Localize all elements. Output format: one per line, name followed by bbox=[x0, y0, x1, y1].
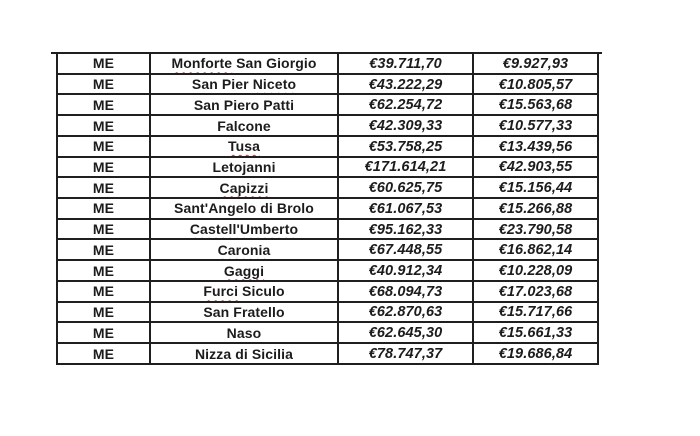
amount1-cell[interactable] bbox=[338, 198, 473, 219]
municipality-word: Sant'Angelo di Brolo bbox=[174, 200, 314, 217]
amount-1-value: €62.870,63 bbox=[368, 304, 443, 321]
table-row bbox=[57, 74, 598, 95]
province-code: ME bbox=[92, 241, 115, 258]
amount-1-value: €39.711,70 bbox=[369, 55, 442, 72]
province-code: ME bbox=[92, 283, 115, 300]
province-cell[interactable] bbox=[57, 343, 150, 364]
amount-2-value: €15.156,44 bbox=[498, 180, 573, 197]
amount1-cell[interactable] bbox=[338, 239, 473, 260]
table-row bbox=[57, 343, 598, 364]
table-row bbox=[57, 219, 598, 240]
table-row bbox=[57, 115, 598, 136]
municipality-word: Naso bbox=[226, 324, 262, 341]
amount2-cell[interactable] bbox=[473, 53, 598, 74]
municipality-word: Siculo bbox=[238, 283, 285, 300]
amount1-cell[interactable] bbox=[338, 343, 473, 364]
province-code: ME bbox=[92, 117, 115, 134]
table-row bbox=[57, 136, 598, 157]
table-row bbox=[57, 260, 598, 281]
amount1-cell[interactable] bbox=[338, 281, 473, 302]
amount1-cell[interactable] bbox=[338, 302, 473, 323]
misspelled-word: Niceto bbox=[252, 76, 297, 93]
municipality-cell[interactable] bbox=[150, 322, 338, 343]
province-code: ME bbox=[92, 96, 115, 113]
province-code: ME bbox=[92, 221, 115, 238]
amount-2-value: €15.717,66 bbox=[498, 304, 573, 321]
province-cell[interactable] bbox=[57, 198, 150, 219]
province-cell[interactable] bbox=[57, 157, 150, 178]
amount1-cell[interactable] bbox=[338, 136, 473, 157]
municipality-cell[interactable] bbox=[150, 239, 338, 260]
amount1-cell[interactable] bbox=[338, 219, 473, 240]
municipality-cell[interactable] bbox=[150, 343, 338, 364]
misspelled-word: Capizzi bbox=[219, 179, 269, 196]
table-row bbox=[57, 157, 598, 178]
province-cell[interactable] bbox=[57, 53, 150, 74]
misspelled-word: Caronia bbox=[217, 241, 271, 258]
municipality-cell[interactable] bbox=[150, 74, 338, 95]
amount-2-value: €9.927,93 bbox=[502, 55, 569, 72]
table-row bbox=[57, 239, 598, 260]
amount-2-value: €17.023,68 bbox=[498, 283, 573, 300]
amount-1-value: €68.094,73 bbox=[368, 283, 443, 300]
amount-2-value: €42.903,55 bbox=[498, 159, 573, 176]
municipality-cell[interactable] bbox=[150, 260, 338, 281]
province-code: ME bbox=[92, 200, 115, 217]
misspelled-word: Gaggi bbox=[223, 262, 265, 279]
amount-1-value: €171.614,21 bbox=[364, 159, 447, 176]
province-cell[interactable] bbox=[57, 322, 150, 343]
province-code: ME bbox=[92, 76, 115, 93]
province-cell[interactable] bbox=[57, 94, 150, 115]
municipality-cell[interactable] bbox=[150, 157, 338, 178]
data-table bbox=[56, 52, 597, 365]
amount-2-value: €15.266,88 bbox=[498, 200, 573, 217]
amount1-cell[interactable] bbox=[338, 94, 473, 115]
amount-2-value: €16.862,14 bbox=[498, 242, 573, 259]
province-cell[interactable] bbox=[57, 239, 150, 260]
municipality-cell[interactable] bbox=[150, 136, 338, 157]
amount2-cell[interactable] bbox=[473, 157, 598, 178]
municipality-cell[interactable] bbox=[150, 53, 338, 74]
amount2-cell[interactable] bbox=[473, 136, 598, 157]
misspelled-word: Castell'Umberto bbox=[189, 221, 299, 238]
table-row bbox=[57, 198, 598, 219]
misspelled-word: Furci bbox=[203, 283, 239, 300]
municipality-cell[interactable] bbox=[150, 302, 338, 323]
province-cell[interactable] bbox=[57, 115, 150, 136]
amount2-cell[interactable] bbox=[473, 177, 598, 198]
table-row bbox=[57, 53, 598, 74]
table-row bbox=[57, 302, 598, 323]
misspelled-word: Tusa bbox=[227, 138, 261, 155]
province-cell[interactable] bbox=[57, 136, 150, 157]
municipality-word: San Giorgio bbox=[232, 55, 317, 72]
amount-1-value: €40.912,34 bbox=[368, 263, 443, 280]
amount-1-value: €95.162,33 bbox=[368, 221, 443, 238]
province-code: ME bbox=[92, 138, 115, 155]
misspelled-word: Monforte bbox=[171, 55, 233, 72]
municipality-word: Letojanni bbox=[212, 158, 276, 175]
municipality-word: San Piero Patti bbox=[193, 96, 295, 113]
amount-2-value: €10.577,33 bbox=[498, 118, 573, 135]
municipality-cell[interactable] bbox=[150, 198, 338, 219]
amount-2-value: €15.661,33 bbox=[498, 325, 573, 342]
province-code: ME bbox=[92, 179, 115, 196]
province-cell[interactable] bbox=[57, 219, 150, 240]
amount2-cell[interactable] bbox=[473, 94, 598, 115]
province-code: ME bbox=[92, 324, 115, 341]
province-code: ME bbox=[92, 345, 115, 362]
municipality-cell[interactable] bbox=[150, 177, 338, 198]
table-row bbox=[57, 94, 598, 115]
municipality-cell[interactable] bbox=[150, 115, 338, 136]
amount1-cell[interactable] bbox=[338, 74, 473, 95]
amount1-cell[interactable] bbox=[338, 322, 473, 343]
province-cell[interactable] bbox=[57, 281, 150, 302]
amount-1-value: €62.254,72 bbox=[368, 97, 443, 114]
amount1-cell[interactable] bbox=[338, 260, 473, 281]
amount-2-value: €15.563,68 bbox=[498, 97, 573, 114]
amount2-cell[interactable] bbox=[473, 239, 598, 260]
municipalities-table bbox=[56, 52, 599, 365]
table-row bbox=[57, 177, 598, 198]
amount-2-value: €10.228,09 bbox=[498, 263, 573, 280]
amount1-cell[interactable] bbox=[338, 177, 473, 198]
amount-1-value: €53.758,25 bbox=[368, 138, 443, 155]
municipality-word: Nizza di Sicilia bbox=[194, 345, 294, 362]
municipality-cell[interactable] bbox=[150, 94, 338, 115]
province-code: ME bbox=[92, 262, 115, 279]
amount-1-value: €61.067,53 bbox=[368, 200, 443, 217]
amount2-cell[interactable] bbox=[473, 115, 598, 136]
amount-1-value: €60.625,75 bbox=[368, 180, 443, 197]
table-row bbox=[57, 281, 598, 302]
municipality-cell[interactable] bbox=[150, 219, 338, 240]
amount-1-value: €78.747,37 bbox=[368, 346, 443, 363]
amount2-cell[interactable] bbox=[473, 302, 598, 323]
province-cell[interactable] bbox=[57, 74, 150, 95]
amount-2-value: €23.790,58 bbox=[498, 221, 573, 238]
amount2-cell[interactable] bbox=[473, 260, 598, 281]
province-cell[interactable] bbox=[57, 302, 150, 323]
province-cell[interactable] bbox=[57, 177, 150, 198]
province-code: ME bbox=[92, 158, 115, 175]
amount2-cell[interactable] bbox=[473, 74, 598, 95]
province-code: ME bbox=[92, 55, 115, 72]
province-code: ME bbox=[92, 303, 115, 320]
amount1-cell[interactable] bbox=[338, 157, 473, 178]
amount-2-value: €10.805,57 bbox=[498, 76, 573, 93]
amount1-cell[interactable] bbox=[338, 53, 473, 74]
amount2-cell[interactable] bbox=[473, 322, 598, 343]
municipality-cell[interactable] bbox=[150, 281, 338, 302]
municipality-word: San Fratello bbox=[203, 303, 285, 320]
municipality-word: Falcone bbox=[217, 117, 271, 134]
amount2-cell[interactable] bbox=[473, 281, 598, 302]
amount2-cell[interactable] bbox=[473, 343, 598, 364]
amount-1-value: €42.309,33 bbox=[368, 118, 443, 135]
municipality-word: San Pier bbox=[191, 76, 253, 93]
amount-1-value: €43.222,29 bbox=[368, 76, 443, 93]
amount2-cell[interactable] bbox=[473, 219, 598, 240]
province-cell[interactable] bbox=[57, 260, 150, 281]
amount2-cell[interactable] bbox=[473, 198, 598, 219]
table-body bbox=[57, 53, 598, 364]
amount1-cell[interactable] bbox=[338, 115, 473, 136]
table-row bbox=[57, 322, 598, 343]
amount-1-value: €62.645,30 bbox=[368, 325, 443, 342]
amount-2-value: €19.686,84 bbox=[498, 346, 573, 363]
amount-1-value: €67.448,55 bbox=[368, 242, 443, 259]
amount-2-value: €13.439,56 bbox=[498, 138, 573, 155]
